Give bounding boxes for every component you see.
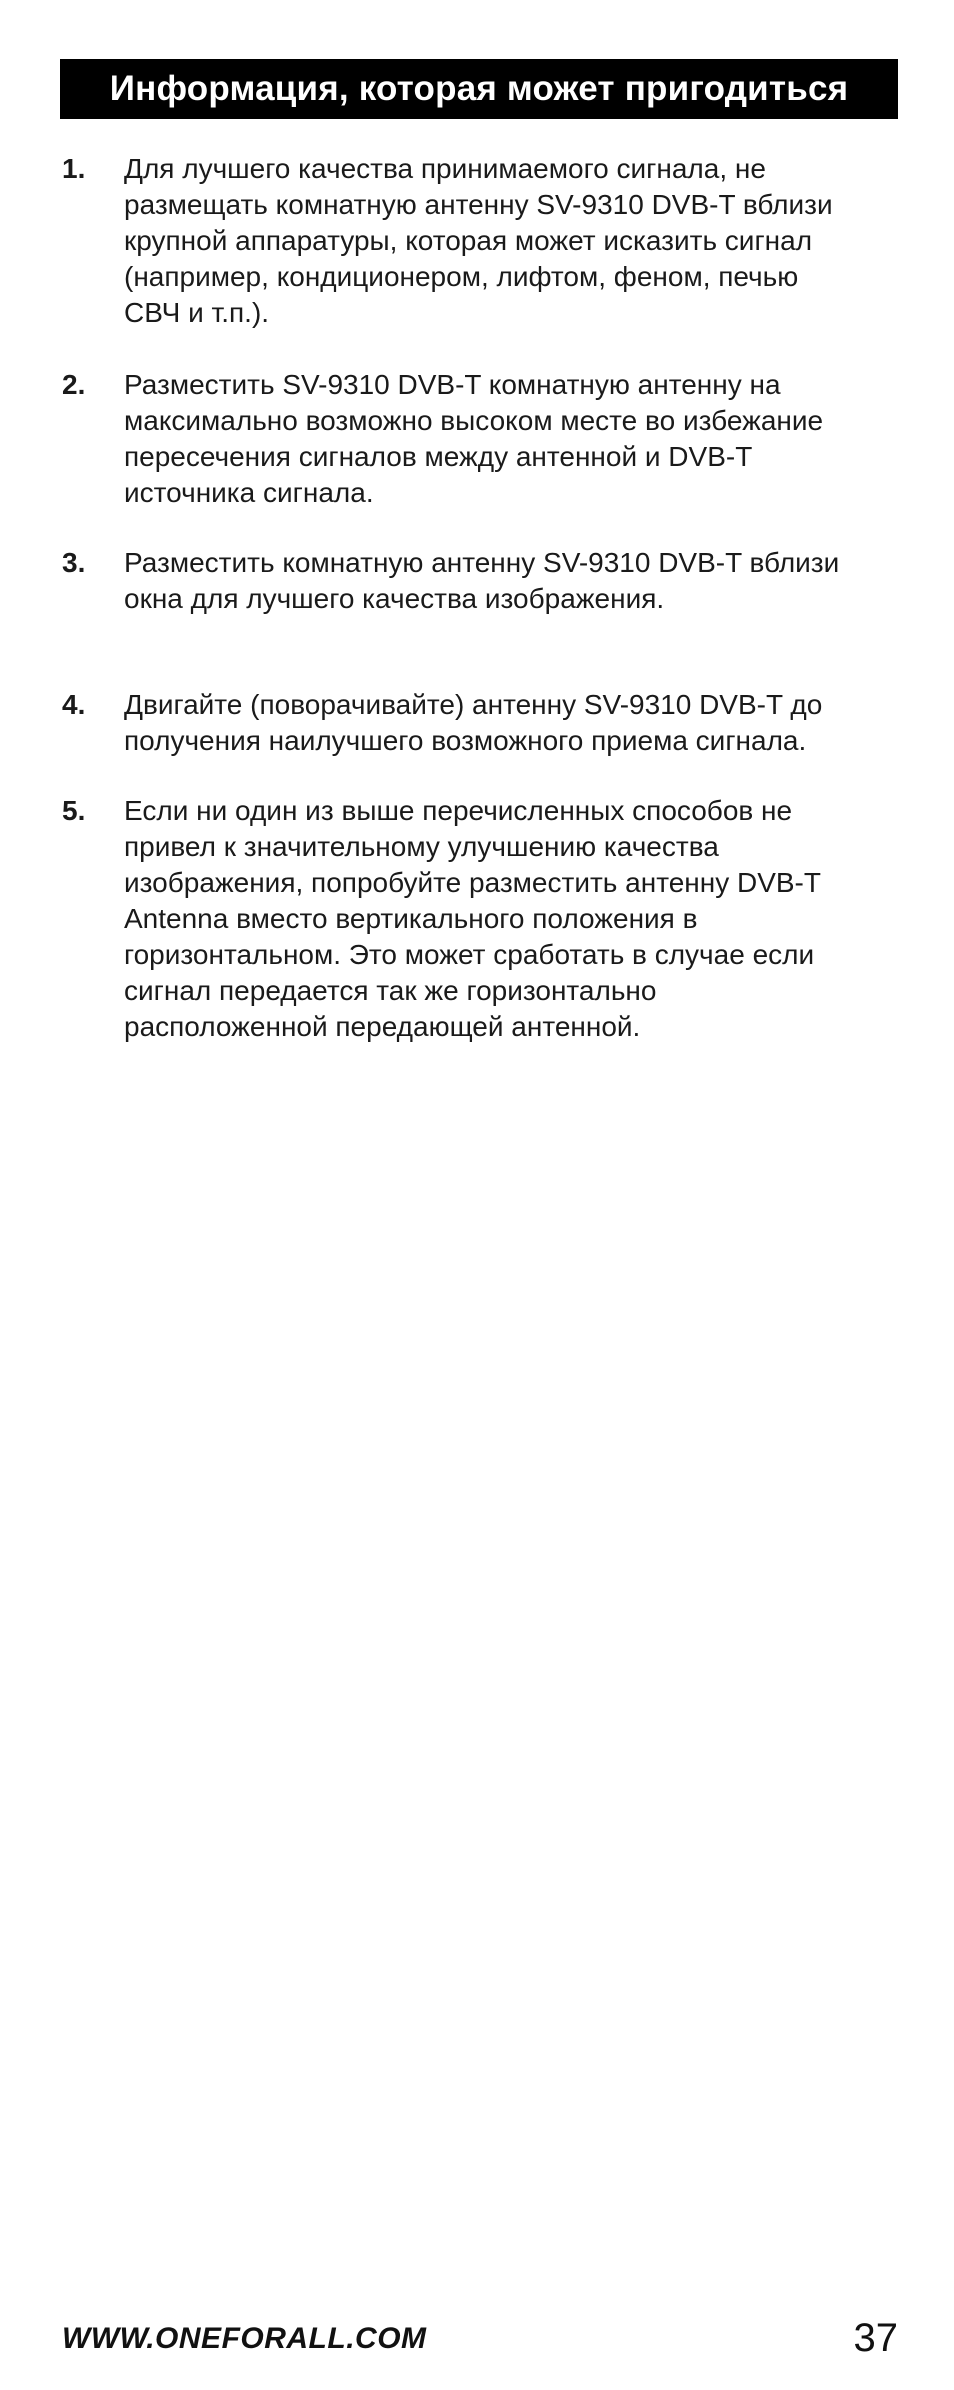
item-text: Разместить SV-9310 DVB-T комнатную антенну на максимально возможно высоком месте во избежание пересечения сигналов между антенной и DVB-T источника сигнала. xyxy=(124,369,824,508)
list-item xyxy=(62,151,898,331)
item-number: 2. xyxy=(62,369,86,400)
list-item xyxy=(62,545,898,617)
section-header xyxy=(60,59,898,119)
item-number: 1. xyxy=(62,153,86,184)
website-url: WWW.ONEFORALL.COM xyxy=(62,2322,427,2355)
item-text: Для лучшего качества принимаемого сигнала, не размещать комнатную антенну SV-9310 DVB-T вблизи крупной аппаратуры, которая может исказить сигнал (например, кондиционером, лифтом, феном, печью СВЧ и т.п.). xyxy=(124,153,833,328)
item-text: Разместить комнатную антенну SV-9310 DVB-T вблизи окна для лучшего качества изображения. xyxy=(124,547,840,614)
list-item xyxy=(62,367,898,511)
item-number: 4. xyxy=(62,689,86,720)
item-text: Двигайте (поворачивайте) антенну SV-9310 DVB-T до получения наилучшего возможного приема сигнала. xyxy=(124,689,823,756)
item-number: 5. xyxy=(62,795,86,826)
section-title: Информация, которая может пригодиться xyxy=(109,69,849,108)
item-text: Если ни один из выше перечисленных способов не привел к значительному улучшению качества изображения, попробуйте разместить антенну DVB-T Antenna вместо вертикального положения в горизонтальном. Это может сработать в случае если сигнал передается так же горизонтально расположенной передающей антенной. xyxy=(124,795,821,1042)
page-number: 37 xyxy=(853,2316,898,2360)
list-item xyxy=(62,687,898,759)
item-number: 3. xyxy=(62,547,86,578)
list-item xyxy=(62,793,898,1045)
